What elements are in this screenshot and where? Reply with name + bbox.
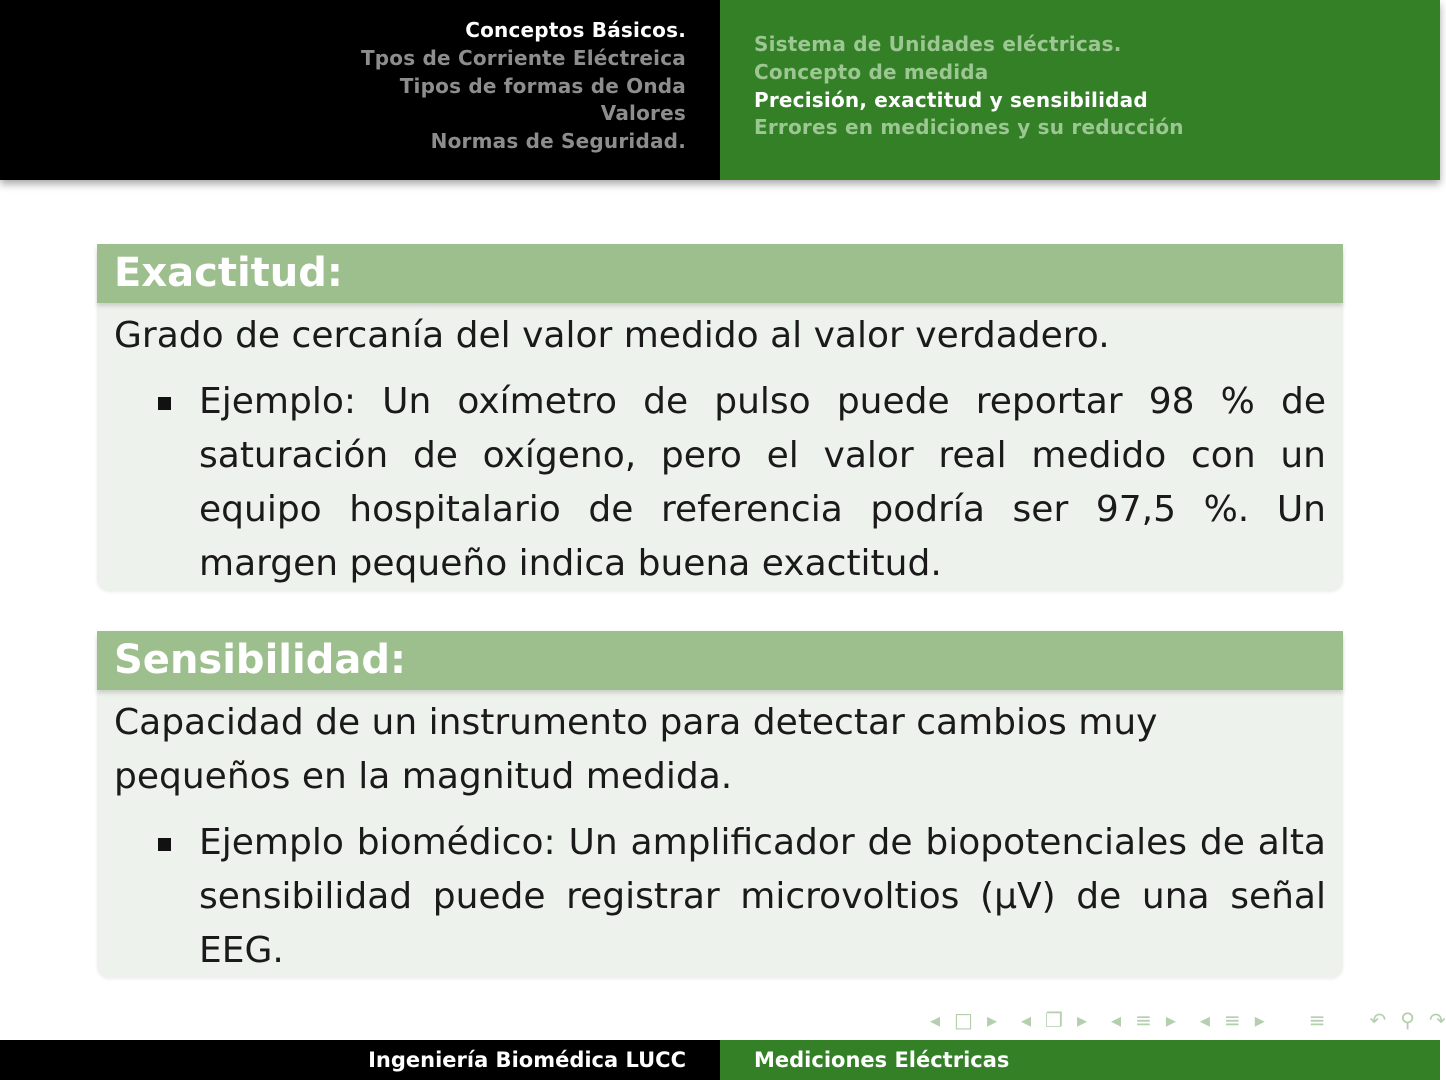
section-link[interactable]: Tpos de Corriente Eléctreica — [360, 45, 686, 70]
bullet-icon — [158, 838, 171, 851]
definition: Capacidad de un instrumento para detectar cambios muy pequeños en la magnitud medida. — [114, 702, 1158, 797]
bullet-icon — [158, 397, 171, 410]
subsection-nav — [720, 0, 1440, 180]
block-title: Sensibilidad: — [97, 631, 1343, 690]
example-text: Ejemplo: Un oxímetro de pulso puede reportar 98 % de saturación de oxígeno, pero el valor real medido con un equipo hospitalario de referencia podría ser 97,5 %. Un margen pequeño indica buena exactitud. — [199, 381, 1326, 584]
block-title: Exactitud: — [97, 244, 1343, 303]
next-slide-icon[interactable]: ▸ — [986, 1008, 997, 1032]
footer — [0, 1040, 1440, 1080]
frame-icon[interactable]: ❐ — [1045, 1008, 1063, 1032]
next-subsection-icon[interactable]: ▸ — [1165, 1008, 1176, 1032]
footer-title: Mediciones Eléctricas — [720, 1040, 1440, 1080]
block-body — [97, 303, 1343, 591]
section-link[interactable]: Tipos de formas de Onda — [399, 73, 686, 98]
next-section-icon[interactable]: ▸ — [1254, 1008, 1265, 1032]
search-icon[interactable]: ⚲ — [1400, 1008, 1415, 1032]
subsection-link[interactable]: Sistema de Unidades eléctricas. — [754, 32, 1122, 56]
block-exactitud — [97, 244, 1343, 591]
list-item — [114, 375, 1326, 591]
subsection-link[interactable]: Concepto de medida — [754, 59, 989, 84]
document-icon[interactable]: ≡ — [1308, 1008, 1326, 1032]
section-link[interactable]: Conceptos Básicos. — [465, 18, 686, 42]
list-item — [114, 816, 1326, 978]
forward-icon[interactable]: ↷ — [1428, 1008, 1446, 1032]
example-text: Ejemplo biomédico: Un amplificador de biopotenciales de alta sensibilidad puede registrar microvoltios (μV) de una señal EEG. — [199, 822, 1326, 971]
prev-subsection-icon[interactable]: ◂ — [1111, 1008, 1122, 1032]
subsection-link[interactable]: Errores en mediciones y su reducción — [754, 115, 1184, 140]
footer-institution: Ingeniería Biomédica LUCC — [0, 1040, 720, 1080]
block-body — [97, 690, 1343, 978]
back-icon[interactable]: ↶ — [1369, 1008, 1387, 1032]
section-icon[interactable]: ≡ — [1223, 1008, 1241, 1032]
section-link[interactable]: Valores — [600, 101, 686, 126]
next-frame-icon[interactable]: ▸ — [1076, 1008, 1088, 1032]
prev-frame-icon[interactable]: ◂ — [1021, 1008, 1032, 1032]
prev-slide-icon[interactable]: ◂ — [930, 1008, 941, 1032]
definition: Grado de cercanía del valor medido al valor verdadero. — [114, 315, 1110, 356]
prev-section-icon[interactable]: ◂ — [1199, 1008, 1210, 1032]
header — [0, 0, 1440, 180]
section-link[interactable]: Normas de Seguridad. — [430, 129, 686, 154]
subsection-link[interactable]: Precisión, exactitud y sensibilidad — [754, 87, 1148, 112]
block-sensibilidad — [97, 631, 1343, 978]
slide-icon[interactable]: □ — [954, 1008, 973, 1032]
section-nav — [0, 0, 720, 180]
subsection-icon[interactable]: ≡ — [1135, 1008, 1152, 1032]
beamer-navigation — [930, 1008, 1446, 1032]
